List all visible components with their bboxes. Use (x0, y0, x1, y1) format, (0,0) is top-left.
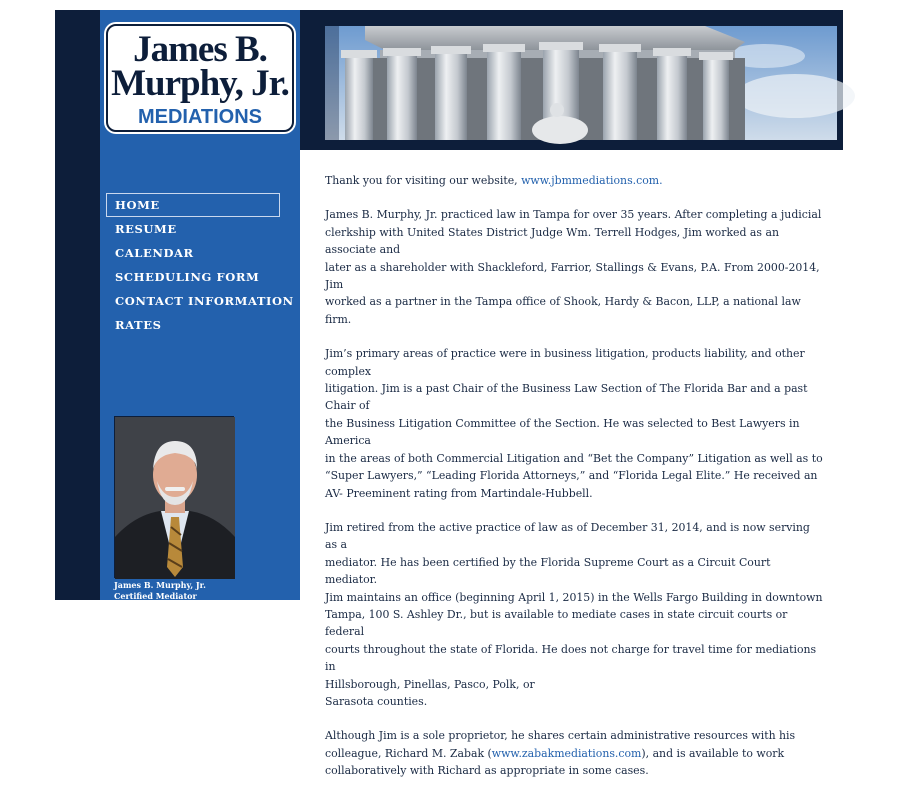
nav-calendar[interactable]: CALENDAR (115, 246, 194, 260)
practice-line: in the areas of both Commercial Litigation and “Bet the Company” Litigation as well as to (325, 451, 823, 465)
site-logo[interactable] (106, 24, 294, 132)
practice-paragraph (325, 345, 825, 502)
portrait-image (115, 417, 235, 579)
courthouse-columns-image (325, 26, 837, 140)
colleague-paragraph (325, 727, 825, 779)
mediator-portrait (114, 416, 234, 578)
retirement-paragraph (325, 519, 825, 710)
nav-contact-information[interactable]: CONTACT INFORMATION (115, 294, 294, 308)
nav-resume[interactable]: RESUME (115, 222, 177, 236)
colleague-line-end: ), and is available to work (641, 746, 785, 760)
colleague-line-start: colleague, Richard M. Zabak ( (325, 746, 492, 760)
retirement-line: Tampa, 100 S. Ashley Dr., but is available to mediate cases in state circuit courts or federal (325, 607, 788, 639)
retirement-line: Sarasota counties. (325, 694, 428, 708)
caption-title: Certified Mediator (114, 591, 197, 601)
colleague-line: Although Jim is a sole proprietor, he shares certain administrative resources with his (325, 729, 796, 743)
retirement-line: Jim retired from the active practice of law as of December 31, 2014, and is now serving as a (325, 520, 810, 552)
zabak-link[interactable]: www.zabakmediations.com (491, 746, 642, 760)
logo-name-line2: Murphy, Jr. (111, 63, 289, 104)
retirement-line: mediator. He has been certified by the Florida Supreme Court as a Circuit Court mediator. (325, 555, 771, 587)
nav-scheduling-form[interactable]: SCHEDULING FORM (115, 270, 260, 284)
practice-line: AV- Preeminent rating from Martindale-Hubbell. (325, 486, 593, 500)
logo-name-line1: James B. (133, 29, 267, 70)
retirement-line: Hillsborough, Pinellas, Pasco, Polk, or (325, 677, 535, 691)
courthouse-banner (325, 26, 837, 140)
colleague-line: collaboratively with Richard as appropriate in some cases. (325, 764, 649, 778)
intro-text: Thank you for visiting our website, (325, 174, 522, 187)
practice-line: Jim’s primary areas of practice were in business litigation, products liability, and other complex (325, 347, 805, 378)
logo-mediations: MEDIATIONS (137, 106, 263, 128)
retirement-line: courts throughout the state of Florida. He does not charge for travel time for mediations in (325, 642, 817, 674)
practice-line: “Super Lawyers,” “Leading Florida Attorneys,” and “Florida Legal Elite.” He received an (325, 469, 818, 483)
nav-rates[interactable]: RATES (115, 318, 162, 332)
main-nav (106, 193, 294, 337)
website-link[interactable]: www.jbmmediations.com. (521, 174, 663, 187)
career-paragraph (325, 206, 825, 328)
main-content (325, 172, 825, 797)
intro-paragraph (325, 172, 825, 189)
portrait-caption (114, 580, 294, 602)
career-line: worked as a partner in the Tampa office of Shook, Hardy & Bacon, LLP, a national law firm. (325, 295, 801, 326)
career-line: James B. Murphy, Jr. practiced law in Tampa for over 35 years. After completing a judicial (325, 208, 822, 222)
left-dark-strip (55, 10, 100, 600)
career-line: clerkship with United States District Judge Wm. Terrell Hodges, Jim worked as an associate and (325, 225, 779, 257)
caption-name: James B. Murphy, Jr. (114, 580, 206, 590)
nav-home[interactable]: HOME (106, 193, 280, 217)
practice-line: the Business Litigation Committee of the Section. He was selected to Best Lawyers in America (325, 416, 800, 448)
career-line: later as a shareholder with Shackleford, Farrior, Stallings & Evans, P.A. From 2000-2014, Jim (325, 260, 820, 292)
practice-line: litigation. Jim is a past Chair of the Business Law Section of The Florida Bar and a past Chair of (325, 382, 808, 413)
retirement-line: Jim maintains an office (beginning April 1, 2015) in the Wells Fargo Building in downtown (325, 590, 823, 604)
